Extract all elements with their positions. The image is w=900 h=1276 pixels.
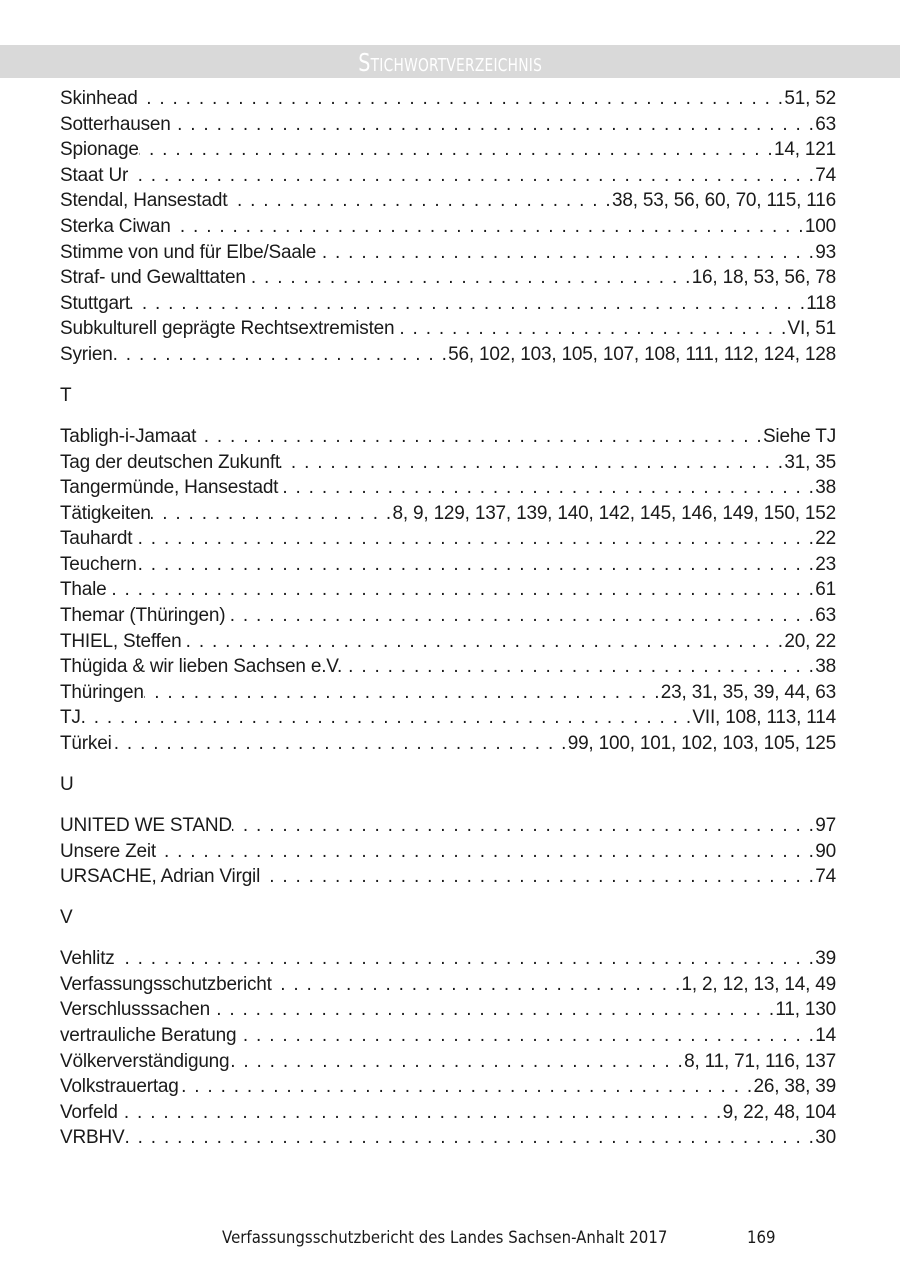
index-term: Stendal, Hansestadt [60, 190, 228, 212]
dot-leader [112, 731, 568, 757]
dot-leader [171, 112, 816, 138]
index-term: UNITED WE STAND [60, 815, 232, 836]
index-pages: 23 [815, 553, 836, 575]
dot-leader [272, 972, 682, 998]
index-entry [60, 813, 836, 839]
index-entry [60, 265, 836, 291]
index-term: Unsere Zeit [60, 840, 157, 862]
dot-leader [118, 1100, 723, 1126]
dot-leader [232, 813, 815, 839]
index-pages: VII, 108, 113, 114 [692, 707, 836, 729]
index-entry [60, 424, 836, 450]
dot-leader [246, 265, 692, 291]
index-term: Straf- und Gewalttaten [60, 267, 246, 289]
index-entry [60, 654, 836, 680]
index-entry [60, 188, 836, 214]
index-pages: 93 [815, 241, 836, 263]
index-pages: 63 [815, 605, 836, 627]
index-pages: 56, 102, 103, 105, 107, 108, 111, 112, 124, 128 [448, 343, 836, 365]
index-entry [60, 946, 836, 972]
index-pages: 100 [804, 215, 836, 237]
index-pages: 61 [815, 579, 836, 601]
index-term: Sotterhausen [60, 113, 171, 135]
dot-leader [260, 864, 815, 890]
index-entry [60, 112, 836, 138]
dot-leader [137, 552, 816, 578]
index-term: Stimme von und für Elbe/Saale [60, 241, 317, 263]
dot-leader [179, 1074, 754, 1100]
page-number: 169 [747, 1228, 776, 1248]
index-term: Thügida & wir lieben Sachsen e.V. [60, 656, 343, 678]
keyword-index [60, 86, 836, 1151]
index-pages: 31, 35 [784, 451, 836, 473]
dot-leader [124, 1125, 815, 1151]
dot-leader [280, 450, 784, 476]
index-entry [60, 705, 836, 731]
index-term: Tag der deutschen Zukunft [60, 451, 280, 473]
dot-leader [132, 526, 815, 552]
index-entry [60, 1023, 836, 1049]
index-pages: 23, 31, 35, 39, 44, 63 [660, 681, 836, 703]
index-pages: 8, 9, 129, 137, 139, 140, 142, 145, 146, 149, 150, 152 [392, 502, 836, 524]
dot-leader [130, 291, 806, 317]
dot-leader [316, 240, 815, 266]
index-entry [60, 163, 836, 189]
index-term: Verfassungsschutzbericht [60, 973, 272, 995]
index-term: Tangermünde, Hansestadt [60, 477, 279, 499]
index-pages: 11, 130 [775, 999, 836, 1021]
dot-leader [225, 603, 815, 629]
index-pages: 51, 52 [784, 88, 836, 109]
index-entry [60, 552, 836, 578]
dot-leader [139, 137, 774, 163]
index-term: Tauhardt [60, 528, 133, 550]
index-entry [60, 86, 836, 112]
index-entry [60, 240, 836, 266]
index-entry [60, 1074, 836, 1100]
index-term: Syrien [60, 343, 113, 365]
index-term: TJ [60, 707, 81, 729]
index-pages: 30 [815, 1127, 836, 1149]
index-term: Thüringen [60, 681, 144, 703]
index-entry [60, 137, 836, 163]
index-entry [60, 342, 836, 368]
index-term: Stuttgart [60, 292, 131, 314]
index-entry [60, 680, 836, 706]
dot-leader [144, 680, 661, 706]
index-entry [60, 214, 836, 240]
index-entry [60, 1125, 836, 1151]
index-entry [60, 629, 836, 655]
index-pages: 38 [815, 656, 836, 678]
index-entry [60, 972, 836, 998]
index-entry [60, 526, 836, 552]
index-entry [60, 475, 836, 501]
index-term: Volkstrauertag [60, 1076, 179, 1098]
index-pages: 26, 38, 39 [753, 1076, 836, 1098]
index-term: Tabligh-i-Jamaat [60, 425, 197, 447]
index-entry [60, 864, 836, 890]
index-entry [60, 1100, 836, 1126]
index-term: Verschlusssachen [60, 999, 210, 1021]
index-term: THIEL, Steffen [60, 630, 182, 652]
index-pages: 39 [815, 948, 836, 970]
footer-title: Verfassungsschutzbericht des Landes Sachsen-Anhalt 2017 [222, 1228, 668, 1248]
section-title: Stichwortverzeichnis [358, 48, 542, 77]
index-pages: 14 [815, 1024, 836, 1046]
index-letter-heading: V [60, 907, 73, 929]
index-entry [60, 731, 836, 757]
index-term: Vorfeld [60, 1101, 118, 1123]
dot-leader [196, 424, 763, 450]
index-pages: 20, 22 [784, 630, 836, 652]
index-pages: 63 [815, 113, 836, 135]
index-term: vertrauliche Beratung [60, 1024, 237, 1046]
dot-leader [342, 654, 815, 680]
index-entry [60, 839, 836, 865]
index-term: Vehlitz [60, 948, 115, 970]
index-term: Türkei [60, 733, 112, 755]
dot-leader [394, 316, 787, 342]
index-pages: 99, 100, 101, 102, 103, 105, 125 [567, 733, 836, 755]
index-pages: VI, 51 [787, 318, 836, 340]
index-term: VRBHV [60, 1127, 125, 1149]
index-pages: 38 [815, 477, 836, 499]
index-entry [60, 501, 836, 527]
index-entry [60, 577, 836, 603]
dot-leader [138, 86, 785, 112]
index-term: Subkulturell geprägte Rechtsextremisten [60, 318, 395, 340]
dot-leader [236, 1023, 815, 1049]
index-entry [60, 291, 836, 317]
index-entry [60, 1049, 836, 1075]
index-entry [60, 603, 836, 629]
index-pages: 1, 2, 12, 13, 14, 49 [681, 973, 836, 995]
index-pages: 90 [815, 840, 836, 862]
index-pages: 16, 18, 53, 56, 78 [691, 267, 836, 289]
index-pages: 22 [815, 528, 836, 550]
index-entry [60, 997, 836, 1023]
dot-leader [181, 629, 784, 655]
index-letter-heading: T [60, 384, 72, 406]
dot-leader [227, 188, 612, 214]
section-header [0, 45, 900, 78]
index-pages: 14, 121 [774, 139, 836, 161]
dot-leader [115, 946, 816, 972]
dot-leader [210, 997, 775, 1023]
index-pages: 97 [815, 815, 836, 836]
index-term: Thale [60, 579, 107, 601]
index-term: Skinhead [60, 88, 138, 109]
index-pages: 9, 22, 48, 104 [722, 1101, 836, 1123]
index-term: Tätigkeiten [60, 502, 151, 524]
dot-leader [156, 839, 815, 865]
index-letter-heading: U [60, 774, 74, 796]
index-term: Spionage [60, 139, 139, 161]
dot-leader [151, 501, 393, 527]
dot-leader [81, 705, 693, 731]
index-pages: 118 [806, 292, 836, 314]
index-pages: 8, 11, 71, 116, 137 [684, 1050, 836, 1072]
dot-leader [128, 163, 815, 189]
index-pages: 74 [815, 866, 836, 888]
index-entry [60, 450, 836, 476]
index-pages: 38, 53, 56, 60, 70, 115, 116 [612, 190, 836, 212]
index-pages: 74 [815, 164, 836, 186]
dot-leader [113, 342, 449, 368]
index-term: URSACHE, Adrian Virgil [60, 866, 261, 888]
dot-leader [171, 214, 805, 240]
index-term: Teuchern [60, 553, 137, 575]
dot-leader [107, 577, 816, 603]
index-entry [60, 316, 836, 342]
dot-leader [278, 475, 815, 501]
index-term: Themar (Thüringen) [60, 605, 226, 627]
index-term: Sterka Ciwan [60, 215, 171, 237]
index-pages: Siehe TJ [762, 425, 836, 447]
index-term: Völkerverständigung [60, 1050, 230, 1072]
index-term: Staat Ur [60, 164, 129, 186]
dot-leader [229, 1049, 684, 1075]
